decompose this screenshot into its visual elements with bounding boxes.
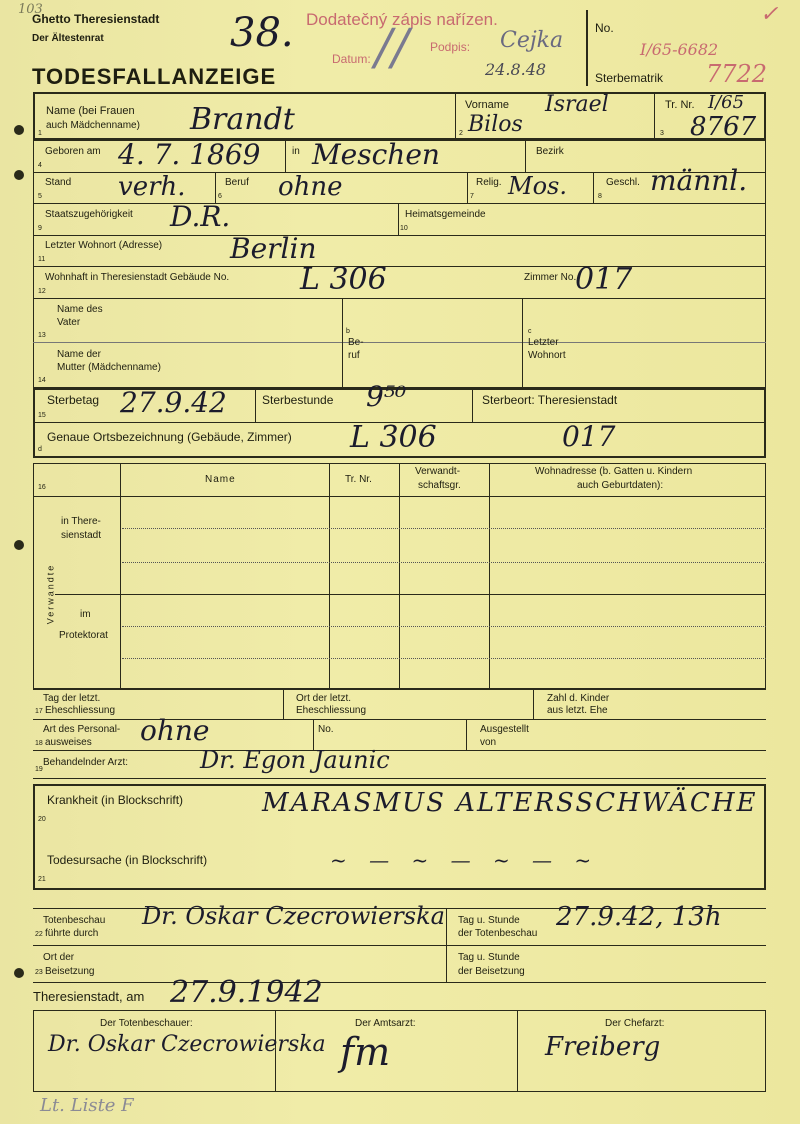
field-number: 12 [38,288,46,295]
divider [472,390,473,422]
ausgestellt-1: Ausgestellt [480,724,529,735]
stamp-podpis: Podpis: [430,40,471,54]
tr-label: Tr. Nr. [665,99,695,111]
col-verw-2: schaftsgr. [418,480,461,491]
divider [33,778,766,779]
punch-hole [14,540,24,550]
divider [33,689,766,690]
stamp-sign: Cejka [500,28,564,53]
punch-hole [14,170,24,180]
tr-value-2: 8767 [690,112,757,142]
field-number: 20 [38,816,46,823]
genau-label: Genaue Ortsbezeichnung (Gebäude, Zimmer) [47,430,292,444]
tag-eheschliessung-1: Tag der letzt. [43,693,101,704]
field-letter: b [346,328,350,335]
divider [120,464,121,688]
geboren-value: 4. 7. 1869 [118,138,261,171]
ausweis-no-label: No. [318,724,334,735]
sterbestunde-label: Sterbestunde [262,393,334,407]
ort-beisetzung-1: Ort der [43,952,75,963]
strike-mark: // [375,18,409,76]
field-number: 11 [38,256,46,263]
theresienstadt-label-2: sienstadt [61,530,102,541]
zahl-kinder-2: aus letzt. Ehe [547,705,608,716]
sig-totenbeschauer-label: Der Totenbeschauer: [100,1018,193,1029]
divider [517,1011,518,1091]
vorname-value-1: Israel [545,92,609,117]
col-verw-1: Verwandt- [415,466,461,477]
field-number: 8 [598,193,602,200]
krankheit-label: Krankheit (in Blockschrift) [47,793,184,807]
city-label: Theresienstadt, am [33,989,145,1004]
field-number: 18 [35,740,43,747]
field-letter: d [38,446,42,453]
beruf-label: Beruf [225,177,249,188]
hand-number: 38. [230,10,294,56]
stamp-date: 24.8.48 [485,60,547,79]
wohnhaft-value: L 306 [300,262,387,297]
field-number: 19 [35,766,43,773]
tr-value-1: I/65 [708,92,745,113]
zahl-kinder-1: Zahl d. Kinder [547,693,610,704]
divider [33,235,766,236]
mutter-label-2: Mutter (Mädchenname) [57,362,161,373]
divider [285,141,286,172]
tag-beisetzung-2: der Beisetzung [458,966,525,977]
beruf-value: ohne [278,172,343,202]
footnote: Lt. Liste F [40,1095,134,1116]
wohnhaft-label: Wohnhaft in Theresienstadt Gebäude No. [45,272,230,283]
sterbetag-value: 27.9.42 [120,386,227,419]
divider [33,342,766,343]
field-number: 23 [35,969,43,976]
divider [525,141,526,172]
field-number: 22 [35,931,43,938]
in-value: Meschen [312,138,440,171]
field-number: 5 [38,193,42,200]
sig-chefarzt-label: Der Chefarzt: [605,1018,665,1029]
zimmer-label: Zimmer No. [524,272,577,283]
sterbestunde-value: 9⁵⁰ [366,380,407,413]
divider [33,298,766,299]
corner-mark: 103 [18,2,43,17]
col-adr-2: auch Geburtdaten): [577,480,664,491]
krankheit-value: MARASMUS ALTERSSCHWÄCHE [262,788,758,818]
form-title: TODESFALLANZEIGE [32,64,277,89]
tag-totenbeschau-2: der Totenbeschau [458,928,538,939]
person-box [33,92,766,140]
ort-beisetzung-2: Beisetzung [45,966,95,977]
stand-label: Stand [45,177,72,188]
field-number: 15 [38,412,46,419]
divider [654,94,655,138]
in-label: in [292,146,300,157]
relig-label: Relig. [476,177,502,188]
dotted-line [122,626,766,627]
surname-value: Brandt [190,102,295,137]
field-number: 14 [38,377,46,384]
city-date: 27.9.1942 [170,975,323,1010]
tag-totenbeschau-1: Tag u. Stunde [458,915,520,926]
sig-amtsarzt-label: Der Amtsarzt: [355,1018,416,1029]
vorname-label: Vorname [465,99,510,111]
vater-label-1: Name des [57,304,103,315]
name-label: Name (bei Frauen [46,105,135,117]
dotted-line [122,528,766,529]
art-ausweis-1: Art des Personal- [43,724,121,735]
header-divider [586,10,588,86]
number-value: I/65-6682 [640,40,719,59]
field-number: 10 [400,225,408,232]
staat-label: Staatszugehörigkeit [45,209,133,220]
vater-label-2: Vater [57,317,81,328]
field-number: 17 [35,708,43,715]
divider [55,594,766,595]
col-adr-1: Wohnadresse (b. Gatten u. Kindern [535,466,693,477]
genau-value: L 306 [350,420,437,455]
bezirk-label: Bezirk [536,146,564,157]
sterbeort-label: Sterbeort: Theresienstadt [482,393,618,407]
divider [33,266,766,267]
heimat-label: Heimatsgemeinde [405,209,486,220]
sig-chefarzt: Freiberg [545,1032,661,1062]
protektorat-label-1: im [80,609,91,620]
art-ausweis-value: ohne [140,714,210,747]
sig-amtsarzt: fm [340,1030,391,1074]
geschl-label: Geschl. [606,177,640,188]
todesursache-value: ~ — ~ — ~ — ~ [330,848,600,872]
matrik-value: 7722 [706,60,768,88]
divider [33,945,766,946]
divider [522,299,523,388]
totenbeschau-1: Totenbeschau [43,915,106,926]
divider [489,464,490,688]
col-tr: Tr. Nr. [345,474,372,485]
divider [446,909,447,982]
divider [329,464,330,688]
field-number: 7 [470,193,474,200]
todesursache-label: Todesursache (in Blockschrift) [47,853,208,867]
stamp-line: Dodatečný zápis nařízen. [306,10,498,29]
divider [399,464,400,688]
art-ausweis-2: ausweises [45,737,92,748]
zimmer-value: 017 [575,262,633,297]
number-label: No. [595,21,614,35]
divider [455,94,456,138]
col-name: Name [205,474,236,485]
dotted-line [122,658,766,659]
divider [215,173,216,203]
ort-eheschliessung-2: Eheschliessung [296,705,367,716]
mutter-label-1: Name der [57,349,101,360]
tag-eheschliessung-2: Eheschliessung [45,705,116,716]
arzt-value: Dr. Egon Jaunic [200,746,390,774]
divider [467,173,468,203]
field-number: 3 [660,130,664,137]
letzter-label-2: Wohnort [528,350,566,361]
geboren-label: Geboren am [45,146,101,157]
sterbetag-label: Sterbetag [47,393,100,407]
genau-room: 017 [562,420,616,453]
divider [398,204,399,235]
ausgestellt-2: von [480,737,497,748]
divider [593,173,594,203]
vorname-value-2: Bilos [468,112,523,137]
letzter-label-1: Letzter [528,337,559,348]
divider [283,690,284,719]
protektorat-label-2: Protektorat [59,630,108,641]
ghetto-heading: Ghetto Theresienstadt [32,12,160,26]
theresienstadt-label-1: in There- [61,516,101,527]
field-number: 16 [38,484,46,491]
tag-beisetzung-1: Tag u. Stunde [458,952,520,963]
field-number: 1 [38,130,42,137]
sterbematrik-label: Sterbematrik [595,71,664,85]
geschl-value: männl. [650,164,748,197]
staat-value: D.R. [170,200,231,233]
field-letter: c [528,328,532,335]
punch-hole [14,968,24,978]
stamp-datum: Datum: [332,52,371,66]
name-label-2: auch Mädchenname) [46,120,140,131]
council-heading: Der Ältestenrat [32,33,104,44]
field-number: 13 [38,332,46,339]
relatives-side-label: Verwandte [45,563,56,625]
field-number: 4 [38,162,42,169]
ort-eheschliessung-1: Ort der letzt. [296,693,352,704]
divider [255,390,256,422]
field-number: 21 [38,876,46,883]
divider [466,720,467,750]
divider [533,690,534,719]
divider [342,299,343,388]
sig-totenbeschauer: Dr. Oskar Czecrowierska [48,1032,326,1057]
beruf2-label-1: Be- [348,337,364,348]
divider [33,750,766,751]
field-number: 9 [38,225,42,232]
tag-totenbeschau-value: 27.9.42, 13h [556,902,722,932]
field-number: 6 [218,193,222,200]
dotted-line [122,562,766,563]
stand-value: verh. [118,172,186,202]
totenbeschau-2: führte durch [45,928,99,939]
relig-value: Mos. [508,172,567,200]
totenbeschau-value: Dr. Oskar Czecrowierska [142,902,445,930]
wohnort-label: Letzter Wohnort (Adresse) [45,240,163,251]
wohnort-value: Berlin [230,232,317,265]
beruf2-label-2: ruf [348,350,360,361]
arzt-label: Behandelnder Arzt: [43,757,129,768]
punch-hole [14,125,24,135]
divider [33,982,766,983]
check-mark-icon: ✓ [760,2,779,27]
divider [33,203,766,204]
field-number: 2 [459,130,463,137]
